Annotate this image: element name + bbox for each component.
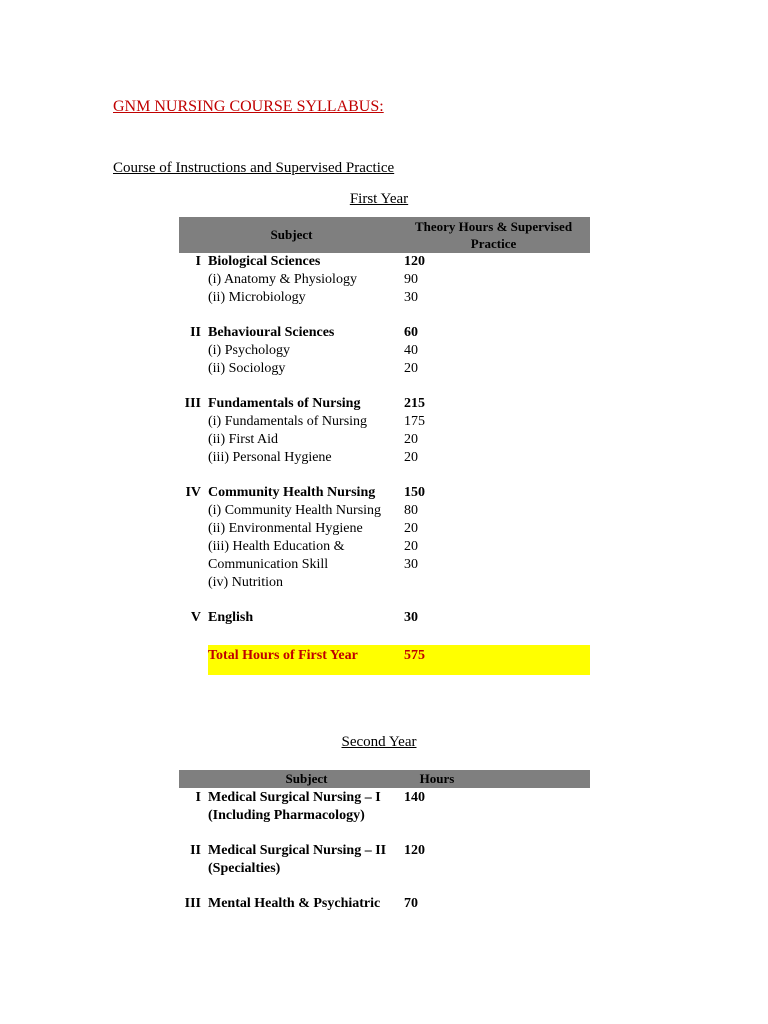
table-row-continuation [179,807,590,825]
section-number: IV [185,485,201,500]
item-name: Communication Skill [208,557,329,572]
item-name: (ii) Microbiology [208,290,306,305]
row-number: II [190,843,201,858]
section-row [179,324,590,342]
item-hours: 80 [404,503,418,518]
first-year-heading [0,191,768,208]
second-year-col-hours: Hours [419,771,455,786]
item-row [179,289,590,307]
section-name: Behavioural Sciences [208,325,335,340]
item-hours: 20 [404,361,418,376]
item-row [179,449,590,467]
item-row [179,556,590,574]
section-hours: 120 [404,254,425,269]
first-year-col-subject: Subject [270,227,313,242]
total-label: Total Hours of First Year [208,648,358,663]
item-row [179,431,590,449]
first-year-heading-text: First Year [349,191,409,207]
section-number: V [190,610,201,625]
item-name: (iii) Personal Hygiene [208,450,332,465]
section-name: English [208,610,254,625]
first-year-col-hours-line2: Practice [470,236,517,251]
section-number: III [184,396,201,411]
row-subject: Medical Surgical Nursing – II [208,843,387,858]
item-row [179,271,590,289]
item-name: (i) Fundamentals of Nursing [208,414,368,429]
section-hours: 30 [404,610,418,625]
item-hours: 20 [404,450,418,465]
second-year-col-subject: Subject [285,771,328,786]
section-row [179,253,590,271]
second-year-heading-text: Second Year [341,734,417,750]
item-row [179,520,590,538]
item-name: (iv) Nutrition [208,575,284,590]
item-hours: 30 [404,557,418,572]
second-year-table-header [179,770,590,788]
table-row [179,842,590,860]
section-number: I [195,254,201,269]
item-name: (ii) Environmental Hygiene [208,521,363,536]
row-subject-line2: (Specialties) [208,861,281,876]
table-row [179,895,590,913]
row-subject: Mental Health & Psychiatric [208,896,381,911]
item-hours: 30 [404,290,418,305]
total-value: 575 [404,648,425,663]
table-row [179,789,590,807]
row-hours: 140 [404,790,425,805]
item-row [179,360,590,378]
section-row [179,484,590,502]
second-year-heading [0,734,768,751]
item-name: (ii) Sociology [208,361,286,376]
row-number: III [184,896,201,911]
item-name: (iii) Health Education & [208,539,345,554]
first-year-col-hours-line1: Theory Hours & Supervised [414,219,573,234]
section-row [179,395,590,413]
item-row [179,342,590,360]
item-row [179,574,590,592]
row-subject-line2: (Including Pharmacology) [208,808,365,823]
item-name: (i) Psychology [208,343,291,358]
item-hours: 40 [404,343,418,358]
section-row [179,609,590,627]
item-hours: 20 [404,539,418,554]
first-year-total-row [208,645,590,675]
item-hours: 20 [404,432,418,447]
item-hours: 90 [404,272,418,287]
item-name: (ii) First Aid [208,432,279,447]
item-name: (i) Community Health Nursing [208,503,382,518]
item-row [179,538,590,556]
section-hours: 215 [404,396,425,411]
item-name: (i) Anatomy & Physiology [208,272,357,287]
section-hours: 60 [404,325,418,340]
document-subtitle: Course of Instructions and Supervised Practice [113,160,395,176]
item-row [179,502,590,520]
item-row [179,413,590,431]
item-hours: 175 [404,414,425,429]
section-name: Biological Sciences [208,254,321,269]
table-row-continuation [179,860,590,878]
section-name: Fundamentals of Nursing [208,396,361,411]
row-hours: 120 [404,843,425,858]
item-hours: 20 [404,521,418,536]
section-name: Community Health Nursing [208,485,376,500]
row-subject: Medical Surgical Nursing – I [208,790,381,805]
first-year-table-header [179,217,590,253]
document-title: GNM NURSING COURSE SYLLABUS: [113,98,384,115]
section-hours: 150 [404,485,425,500]
row-hours: 70 [404,896,418,911]
row-number: I [195,790,201,805]
section-number: II [190,325,201,340]
